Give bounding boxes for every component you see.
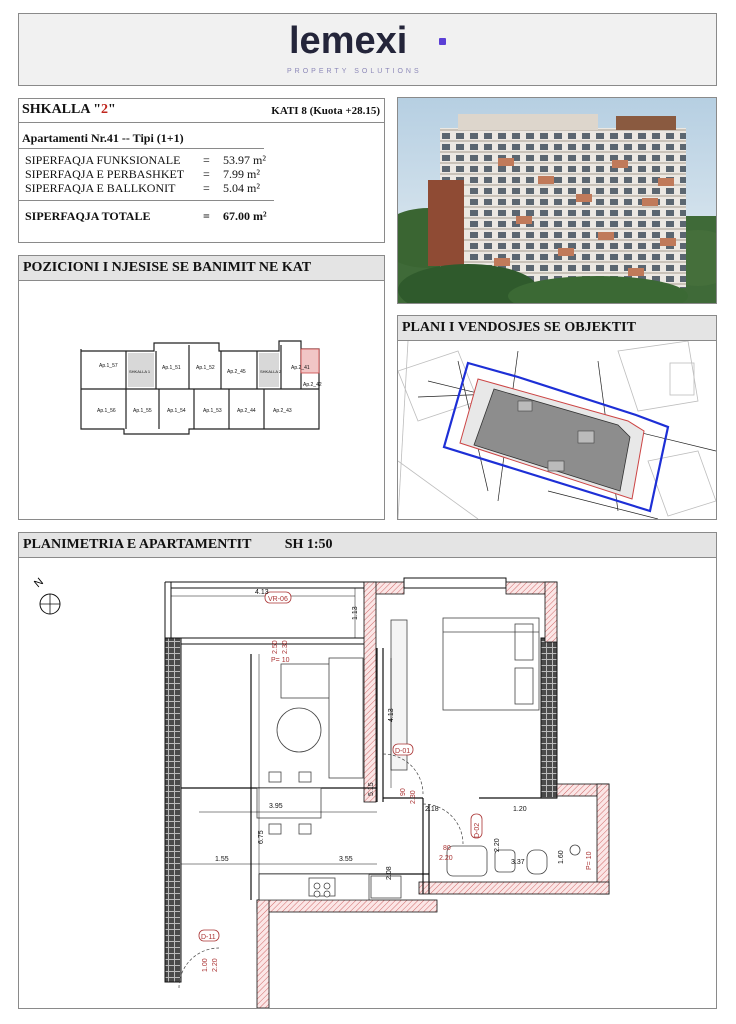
divider [19, 200, 274, 201]
stair-title: SHKALLA "2" [22, 102, 116, 117]
window [404, 578, 506, 588]
unit-label: Ap.1_51 [162, 365, 181, 371]
building-render-image [398, 98, 716, 303]
plan-scale: SH 1:50 [284, 537, 333, 552]
floor-plan-header [19, 533, 716, 558]
site-plan-title: PLANI I VENDOSJES SE OBJEKTIT [398, 316, 716, 341]
dim: P= 10 [586, 851, 593, 870]
unit-label: Ap.1_53 [203, 408, 222, 414]
unit-label: Ap.2_42 [303, 382, 322, 388]
unit-label: Ap.1_55 [133, 408, 152, 414]
dim: 2.08 [386, 866, 393, 880]
dim: 3.55 [339, 856, 353, 863]
logo-banner [18, 13, 717, 86]
dim: 80 [443, 845, 451, 852]
door-tag: D-11 [201, 934, 216, 941]
unit-label: SHKALLA 2 [260, 369, 282, 374]
dim: 2.20 [212, 958, 219, 972]
site-plan-drawing [398, 341, 716, 519]
brand-name: lemexi [289, 20, 408, 62]
unit-label: SHKALLA 1 [129, 369, 151, 374]
building-render [397, 97, 717, 304]
dim: 2.50 [272, 640, 279, 654]
dim: 3.95 [269, 803, 283, 810]
exterior-wall [165, 638, 181, 982]
dim: 2.30 [282, 640, 289, 654]
unit-label: Ap.1_56 [97, 408, 116, 414]
apartment-type: Apartamenti Nr.41 -- Tipi (1+1) [22, 131, 184, 145]
floor-level: KATI 8 (Kuota +28.15) [271, 105, 380, 117]
dim: 4.13 [255, 589, 269, 596]
site-plan-panel [397, 315, 717, 520]
unit-label: Ap.2_43 [273, 408, 292, 414]
dim: 1.55 [215, 856, 229, 863]
position-panel [18, 255, 385, 520]
unit-label: Ap.1_57 [99, 363, 118, 369]
unit-label: Ap.1_52 [196, 365, 215, 371]
dim: 3.37 [511, 859, 525, 866]
dim: 6.75 [258, 830, 265, 844]
window-tag: VR-06 [268, 596, 288, 603]
dim: 1.60 [558, 850, 565, 864]
floor-plan-title: PLANIMETRIA E APARTAMENTIT [23, 537, 252, 552]
dim: 90 [400, 788, 407, 796]
north-arrow [32, 576, 60, 614]
divider [19, 122, 384, 123]
dim: 1.00 [202, 958, 209, 972]
dim: P= 10 [271, 657, 290, 664]
unit-label: Ap.2_45 [227, 369, 246, 375]
dim: 2.30 [410, 790, 417, 804]
exterior-wall [541, 638, 557, 798]
door-tag: D-01 [395, 748, 411, 755]
dim: 1.20 [513, 806, 527, 813]
dim: 4.13 [388, 708, 395, 722]
unit-label: Ap.2_41 [291, 365, 310, 371]
dim: 1.13 [352, 606, 359, 620]
door-tag: D-02 [474, 822, 481, 838]
apartment-plan [19, 558, 716, 1008]
position-title: POZICIONI I NJESISE SE BANIMIT NE KAT [19, 256, 384, 281]
brand-tagline: PROPERTY SOLUTIONS [287, 68, 422, 75]
brand-logo [289, 20, 407, 60]
apartment-info-box: SHKALLA "2" KATI 8 (Kuota +28.15) Apartamenti Nr.41 -- Tipi (1+1) SIPERFAQJA FUNKSIONALE = 53.97 m² SIPERFAQJA E PERBASHKET = 7.99 m² SIPERFAQJA E BALLKONIT = 5.04 m² SIPERFAQJA TOTALE = 67.00 m² [18, 98, 385, 243]
dim: 2.18 [425, 806, 439, 813]
brand-dot [439, 38, 446, 45]
floor-plan-panel [18, 532, 717, 1009]
dim: 2.20 [439, 855, 453, 862]
shared-wall [364, 582, 376, 802]
living-furniture [257, 658, 401, 900]
bedroom-furniture [391, 618, 539, 770]
unit-label: Ap.1_54 [167, 408, 186, 414]
key-plan [19, 281, 384, 519]
north-label: N [32, 575, 46, 591]
dim: 2.20 [494, 838, 501, 852]
dim: 5.15 [368, 782, 375, 796]
divider [19, 148, 264, 149]
unit-label: Ap.2_44 [237, 408, 256, 414]
